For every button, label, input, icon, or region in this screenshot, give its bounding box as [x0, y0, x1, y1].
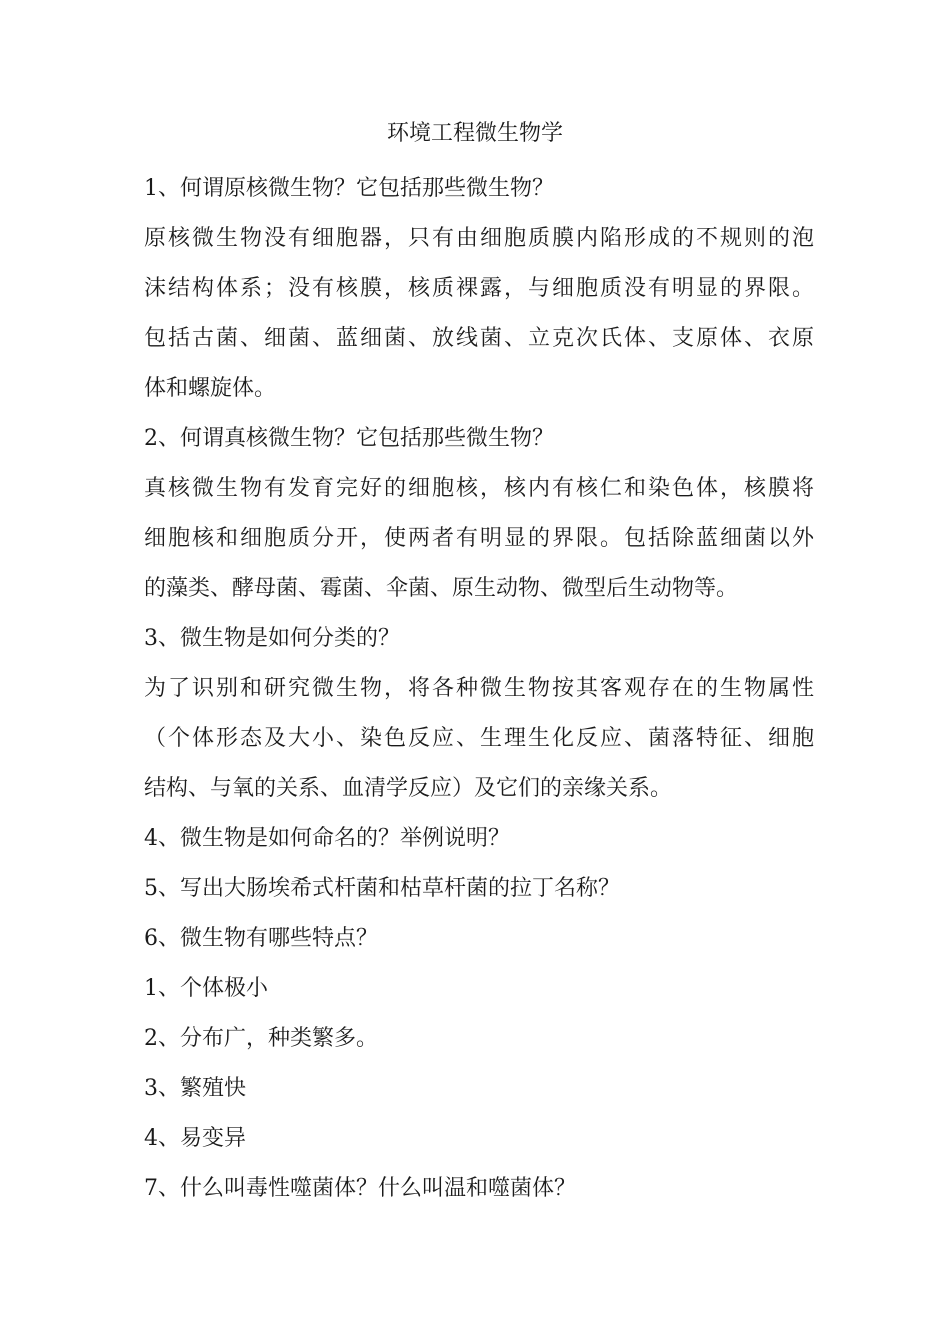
question-2: 2、何谓真核微生物？它包括那些微生物？	[144, 426, 554, 451]
answer-2-line-1: 真核微生物有发育完好的细胞核，核内有核仁和染色体，核膜将	[144, 476, 814, 501]
answer-3-line-1: 为了识别和研究微生物，将各种微生物按其客观存在的生物属性	[144, 676, 814, 701]
document-title: 环境工程微生物学	[386, 121, 563, 146]
answer-1-line-4: 体和螺旋体。	[144, 376, 277, 401]
question-3: 3、微生物是如何分类的？	[144, 626, 400, 651]
answer-6-item-2: 2、分布广，种类繁多。	[144, 1026, 378, 1051]
question-7: 7、什么叫毒性噬菌体？什么叫温和噬菌体？	[144, 1176, 576, 1201]
answer-1-line-3: 包括古菌、细菌、蓝细菌、放线菌、立克次氏体、支原体、衣原	[144, 326, 814, 351]
answer-6-item-4: 4、易变异	[144, 1126, 246, 1151]
answer-2-line-2: 细胞核和细胞质分开，使两者有明显的界限。包括除蓝细菌以外	[144, 526, 814, 551]
answer-6-item-3: 3、繁殖快	[144, 1076, 246, 1101]
question-4: 4、微生物是如何命名的？举例说明？	[144, 826, 510, 851]
document-body	[144, 164, 814, 1214]
answer-2-line-3: 的藻类、酵母菌、霉菌、伞菌、原生动物、微型后生动物等。	[144, 576, 739, 601]
question-1: 1、何谓原核微生物？它包括那些微生物？	[144, 176, 554, 201]
answer-3-line-3: 结构、与氧的关系、血清学反应）及它们的亲缘关系。	[144, 776, 673, 801]
question-5: 5、写出大肠埃希式杆菌和枯草杆菌的拉丁名称？	[144, 876, 620, 901]
answer-1-line-2: 沫结构体系；没有核膜，核质裸露，与细胞质没有明显的界限。	[144, 276, 814, 301]
answer-1-line-1: 原核微生物没有细胞器，只有由细胞质膜内陷形成的不规则的泡	[144, 226, 814, 251]
answer-3-line-2: （个体形态及大小、染色反应、生理生化反应、菌落特征、细胞	[144, 726, 814, 751]
answer-6-item-1: 1、个体极小	[144, 976, 268, 1001]
question-6: 6、微生物有哪些特点？	[144, 926, 378, 951]
